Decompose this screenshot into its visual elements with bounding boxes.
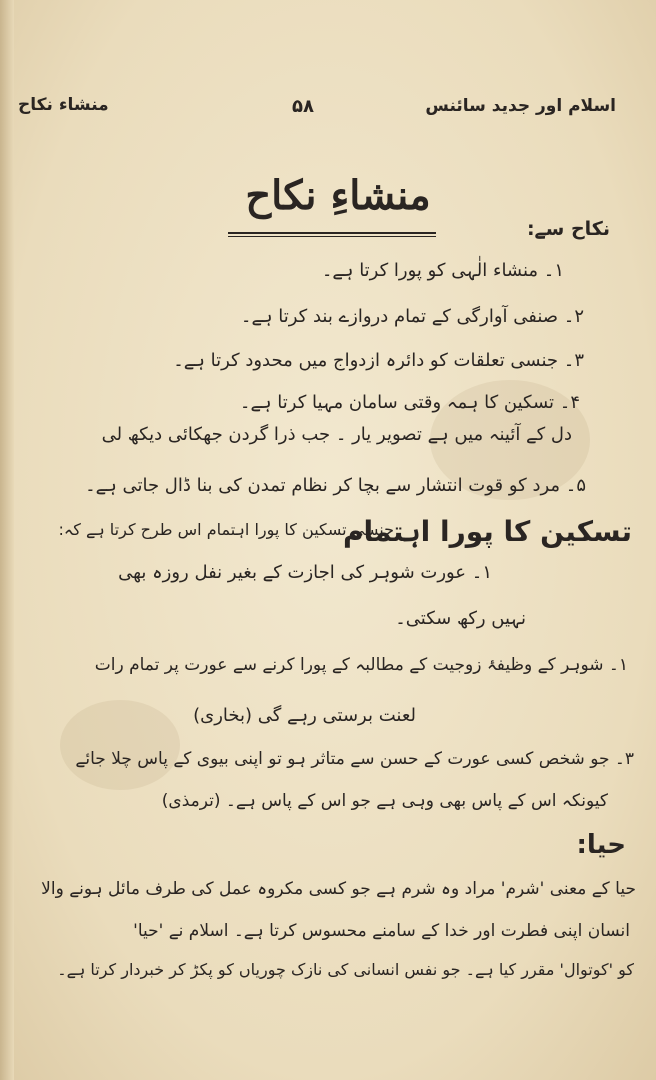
list-item: ۱۔ منشاء الٰہی کو پورا کرتا ہے۔ bbox=[321, 260, 564, 281]
section-heading: حیا: bbox=[576, 830, 626, 860]
title-underline bbox=[228, 236, 436, 237]
list-item: ۳۔ جنسی تعلقات کو دائرہ ازدواج میں محدود کرتا ہے۔ bbox=[173, 350, 584, 371]
list-item: ۴۔ تسکین کا ہمہ وقتی سامان مہیا کرتا ہے۔ bbox=[239, 392, 580, 413]
title-underline bbox=[228, 232, 436, 234]
paragraph-line: حیا کے معنی 'شرم' مراد وہ شرم ہے جو کسی مکروہ عمل کی طرف مائل ہونے والا bbox=[41, 879, 636, 899]
paragraph-line: کیونکہ اس کے پاس بھی وہی ہے جو اس کے پاس ہے۔ (ترمذی) bbox=[161, 791, 608, 811]
paragraph-line: ۱۔ عورت شوہر کی اجازت کے بغیر نفل روزہ بھی bbox=[118, 562, 492, 583]
list-item: ۵۔ مرد کو قوت انتشار سے بچا کر نظام تمدن کی بنا ڈال جاتی ہے۔ bbox=[85, 475, 586, 496]
running-header-book-title: اسلام اور جدید سائنس bbox=[425, 96, 616, 116]
intro-label: نکاح سے: bbox=[526, 218, 610, 240]
paragraph-line: نہیں رکھ سکتی۔ bbox=[395, 608, 526, 629]
running-header-chapter: منشاء نکاح bbox=[18, 95, 109, 115]
paragraph-line: ۳۔ جو شخص کسی عورت کے حسن سے متاثر ہو تو اپنی بیوی کے پاس چلا جائے bbox=[75, 749, 634, 769]
paragraph-line: ۱۔ شوہر کے وظیفۂ زوجیت کے مطالبہ کے پورا کرنے سے عورت پر تمام رات bbox=[94, 655, 628, 675]
paragraph-line: انسان اپنی فطرت اور خدا کے سامنے محسوس کرتا ہے۔ اسلام نے 'حیا' bbox=[133, 921, 630, 941]
paragraph-line: کو 'کوتوال' مقرر کیا ہے۔ جو نفس انسانی کی نازک چوریاں کو پکڑ کر خبردار کرتا ہے۔ bbox=[57, 960, 634, 979]
section-heading: تسکین کا پورا اہتمام bbox=[343, 515, 632, 548]
verse-line: دل کے آئینہ میں ہے تصویر یار ۔ جب ذرا گردن جھکائی دیکھ لی bbox=[101, 424, 572, 445]
page-number: ۵۸ bbox=[292, 96, 314, 117]
paper-stain bbox=[60, 700, 180, 790]
page-binding-edge bbox=[0, 0, 14, 1080]
section-intro: جنسی تسکین کا پورا اہتمام اس طرح کرتا ہے کہ: bbox=[58, 520, 394, 539]
list-item: ۲۔ صنفی آوارگی کے تمام دروازے بند کرتا ہے۔ bbox=[240, 306, 584, 327]
paragraph-line: لعنت برستی رہے گی (بخاری) bbox=[193, 705, 416, 726]
chapter-title: منشاءِ نکاح bbox=[245, 172, 431, 219]
